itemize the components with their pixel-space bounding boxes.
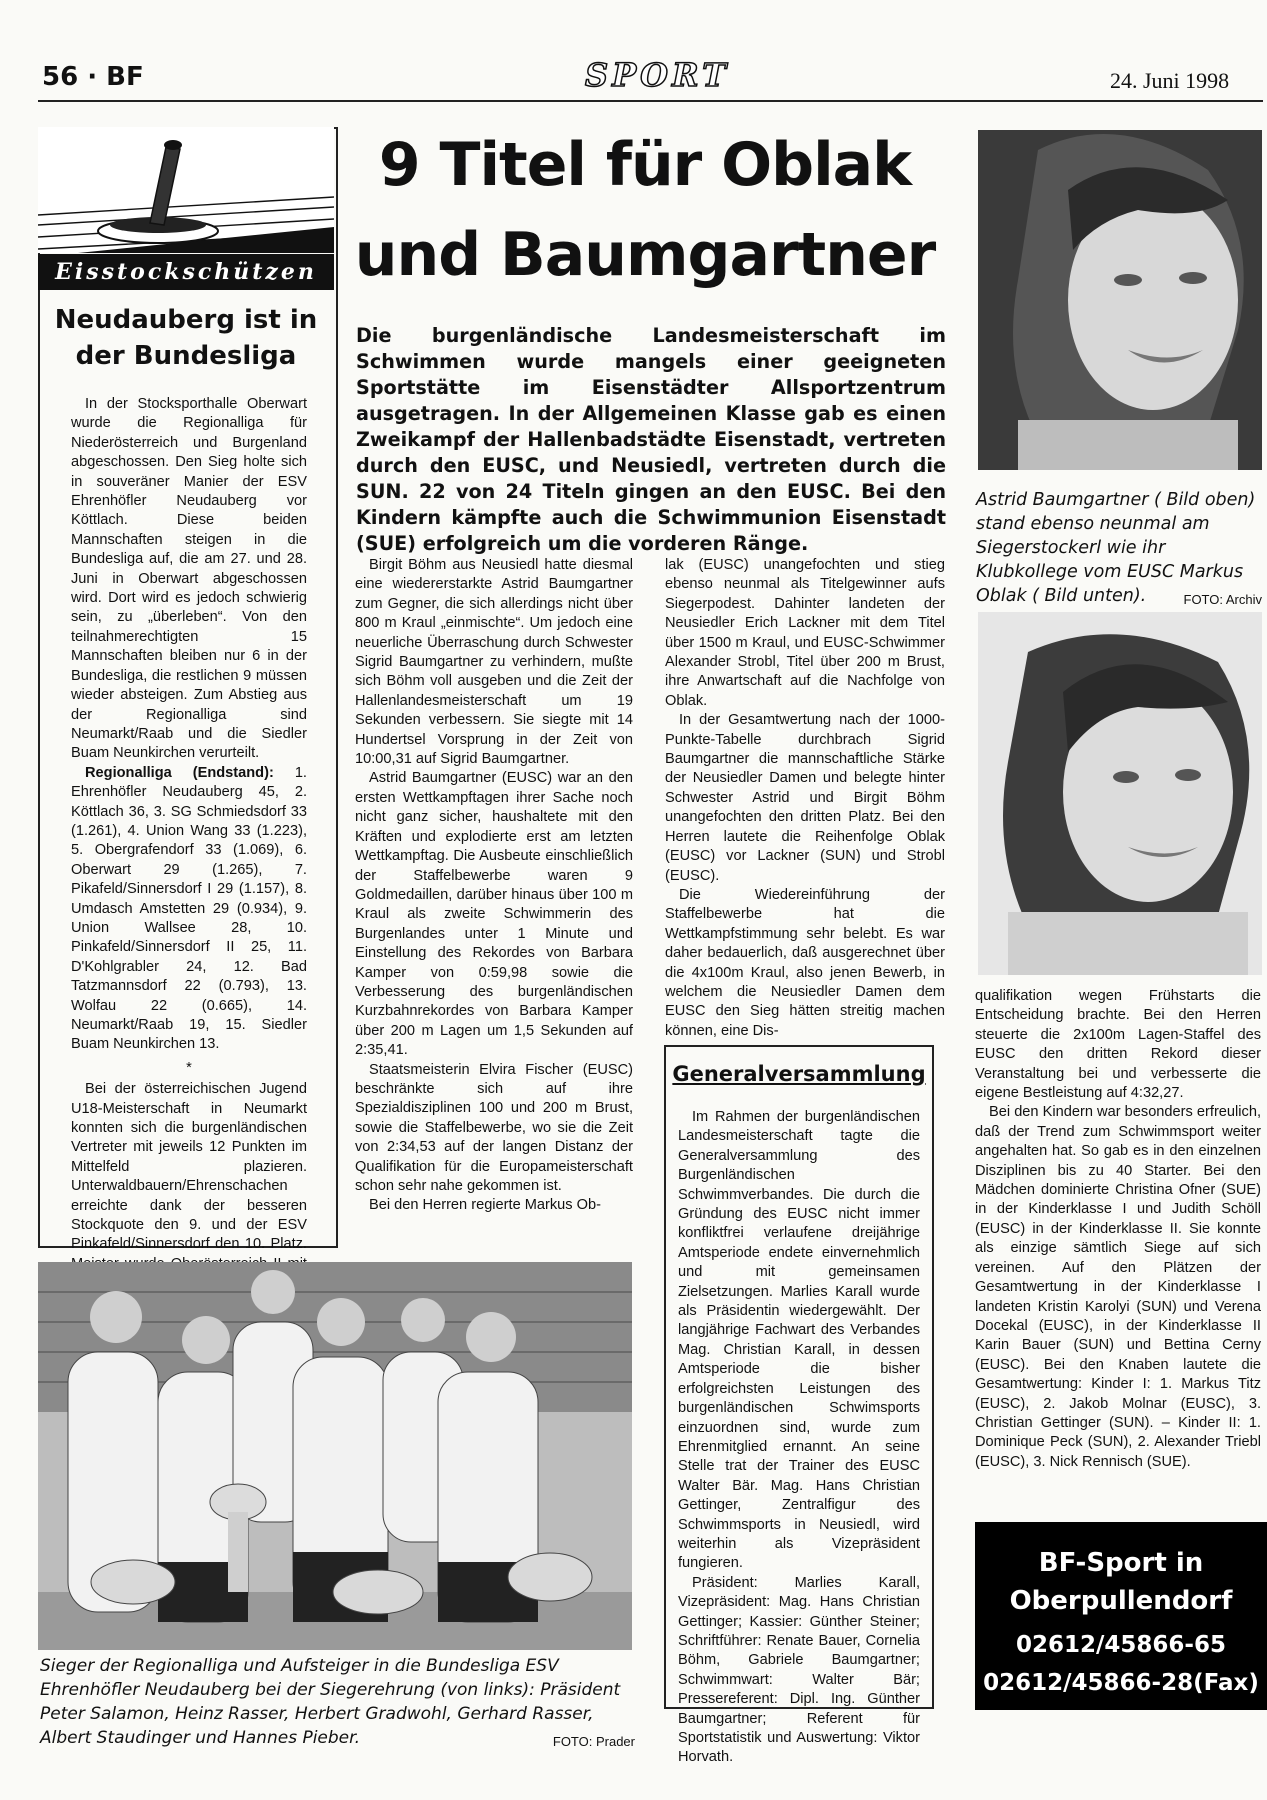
generalversammlung-title: Generalversammlung bbox=[672, 1062, 926, 1086]
ad-phone: 02612/45866-65 bbox=[1016, 1632, 1226, 1658]
article-column-1 bbox=[355, 556, 633, 1216]
eisstock-paragraph: In der Stocksporthalle Oberwart wurde die Regionalliga für Niederösterreich und Burgenland abgeschossen. Den Sieg holte sich in souveräner Manier der ESV Ehrenhöfler Neudauberg vor Köttlach. Diese beiden Mannschaften steigen in die Bundesliga auf, die am 27. und 28. Juni in Oberwart abgeschossen wird. Dort wird es jedoch schwierig sein, zu „überleben“. Von den teilnahmerechtigten 15 Mannschaften bleiben nur 6 in der Bundesliga, die restlichen 9 müssen wieder absteigen. Zum Abstieg aus der Regionalliga sind Neumarkt/Raab und die Siedler Buam Neunkirchen verurteilt. bbox=[71, 396, 307, 762]
gv-paragraph: Im Rahmen der burgenländischen Landesmeisterschaft tagte die Generalversammlung des Burgenländischen Schwimmverbandes. Die durch die Gründung des EUSC nicht immer konfliktfrei verlaufene dreijährige Amtsperiode endete einvernehmlich und mit gemeinsamen Zielsetzungen. Marlies Karall wurde als Präsidentin wiedergewählt. Der langjährige Fachwart des Verbandes Mag. Christian Karall, in dessen Amtsperiode die bisher erfolgreichsten Leistungen des burgenländischen Schwimsports einzuordnen sind, wurde zum Ehrenmitglied ernannt. An seine Stelle trat der Trainer des EUSC Walter Bär. Mag. Hans Christian Gettinger, Zentralfigur des Schwimmsports in Neusiedl, wird weiterhin als Vizepräsident fungieren. bbox=[678, 1109, 920, 1572]
article-paragraph: Die Wiedereinführung der Staffelbewerbe hat die Wettkampfstimmung sehr belebt. Es war daher bedauerlich, daß ausgerechnet über die 4x100m Kraul, also jenen Bewerb, in welchem die Neusiedler Damen dem EUSC den Sieg hätten streitig machen können, eine Dis- bbox=[665, 886, 945, 1039]
main-headline: 9 Titel für Oblak und Baumgartner bbox=[354, 130, 936, 290]
issue-date: 24. Juni 1998 bbox=[1110, 68, 1230, 93]
section-title: SPORT bbox=[585, 56, 730, 94]
team-photo-credit: FOTO: Prader bbox=[552, 1734, 635, 1749]
article-column-3 bbox=[975, 987, 1261, 1472]
article-column-2 bbox=[665, 556, 945, 1041]
article-lead: Die burgenländische Landesmeisterschaft im Schwimmen wurde mangels einer geeigneten Sportstätte im Eisenstädter Allsportzentrum ausgetragen. In der Allgemeinen Klasse gab es einen Zweikampf der Hallenbadstädte Eisenstadt, vertreten durch den EUSC, und Neusiedl, vertreten durch die SUN. 22 von 24 Titeln gingen an den EUSC. Bei den Kindern kämpfte auch die Schwimmunion Eisenstadt (SUE) erfolgreich um die vorderen Ränge. bbox=[356, 324, 946, 555]
youth-paragraph: Bei der österreichischen Jugend U18-Meisterschaft in Neumarkt konnten sich die burgenländischen Vertreter mit jeweils 12 Punkten im Mittelfeld plazieren. Unterwaldbauern/Ehrenschachen erreichte dank der besseren Stockquote den 9. und der ESV Pinkafeld/Sinnersdorf den 10. Platz. bbox=[71, 1081, 307, 1253]
standings-label: Regionalliga (Endstand): bbox=[85, 764, 274, 781]
article-paragraph: Birgit Böhm aus Neusiedl hatte diesmal eine wiedererstarkte Astrid Baumgartner zum Gegner, die sich allerdings nicht über 800 m Kraul „einmischte“. Um jedoch eine neuerliche Überraschung durch Schwester Sigrid Baumgartner zu verhindern, mußte sich Böhm voll ausgeben und die Zeit der Hallenlandesmeisterschaft um 19 Sekunden verbessern. Sie siegte mit 14 Hundertsel Vorsprung in der Zeit von 10:00,31 auf Sigrid Baumgartner. bbox=[355, 557, 633, 768]
eisstock-text bbox=[71, 395, 307, 1294]
portrait-photo-credit: FOTO: Archiv bbox=[1183, 592, 1262, 607]
separator-star: * bbox=[186, 1059, 192, 1076]
eisstock-headline: Neudauberg ist in der Bundesliga bbox=[54, 305, 318, 371]
article-paragraph: lak (EUSC) unangefochten und stieg ebenso neunmal als Titelgewinner aufs Siegerpodest. Dahinter landeten der Neusiedler Erich Lackner mit dem Titel über 1500 m Kraul, und EUSC-Schwimmer Alexander Strobl, Titel über 200 m Brust, ihre Anwartschaft auf die Nachfolge von Oblak. bbox=[665, 557, 945, 709]
generalversammlung-text bbox=[678, 1108, 920, 1768]
team-caption bbox=[40, 1654, 635, 1754]
article-paragraph: qualifikation wegen Frühstarts die Entscheidung brachte. Bei den Herren steuerte die 2x100m Lagen-Staffel des EUSC den dritten Rekord dieser Veranstaltung bei und verbesserte die eigene Bestleistung auf 4:32,27. bbox=[975, 988, 1261, 1102]
team-caption-text: Sieger der Regionalliga und Aufsteiger in die Bundesliga ESV Ehrenhöfler Neudauberg bei der Siegerehrung (von links): Präsident Peter Salamon, Heinz Rasser, Herbert Gradwohl, Gerhard Rasser, Albert Staudinger und Hannes Pieber. bbox=[40, 1656, 621, 1748]
article-paragraph: Staatsmeisterin Elvira Fischer (EUSC) beschränkte sich auf ihre Spezialdisziplinen 100 und 200 m Brust, sowie die Staffelbewerbe, wo sie die Zeit von 2:34,53 auf der langen Distanz der Qualifikation für die Europameisterschaft schon sehr nahe gekommen ist. bbox=[355, 1061, 633, 1194]
ad-fax: 02612/45866-28(Fax) bbox=[983, 1670, 1259, 1696]
eisstock-banner: Eisstockschützen bbox=[38, 254, 334, 290]
page-number-section: 56 · BF bbox=[42, 62, 144, 92]
eisstock-illustration bbox=[38, 127, 334, 253]
portrait-caption bbox=[976, 488, 1262, 612]
portrait-caption-text: Astrid Baumgartner ( Bild oben) stand ebenso neunmal am Siegerstockerl wie ihr Klubkollege vom EUSC Markus Oblak ( Bild unten). bbox=[976, 490, 1256, 606]
article-paragraph: In der Gesamtwertung nach der 1000-Punkte-Tabelle durchbrach Sigrid Baumgartner die mannschaftliche Stärke der Neusiedler Damen und belegte hinter Schwester Astrid und Birgit Böhm unangefochten den dritten Platz. Bei den Herren lautete die Reihenfolge Oblak (EUSC) vor Lackner (SUN) und Strobl (EUSC). bbox=[665, 712, 945, 884]
standings-text: 1. Ehrenhöfler Neudauberg 45, 2. Köttlach 36, 3. SG Schmiedsdorf 33 (1.261), 4. Union Wang 33 (1.223), 5. Obergrafendorf 33 (1.069), 6. Oberwart 29 (1.265), 7. Pikafeld/Sinnersdorf I 29 (1.157), 8. Umdasch Amstetten 29 (0.934), 9. Union Wallsee 28, 10. Pinkafeld/Sinnersdorf II 25, 11. D'Kohlgrabler 24, 12. Bad Tatzmannsdorf 22 (0.793), 13. Wolfau 22 (0.665), 14. Neumarkt/Raab 19, 15. Siedler Buam Neunkirchen 13. bbox=[71, 764, 307, 1053]
article-paragraph: Bei den Kindern war besonders erfreulich, daß der Trend zum Schwimmsport weiter angehalten hat. So gab es in den einzelnen Disziplinen bis zu 40 Starter. Bei den Mädchen dominierte Christina Ofner (SUE) in der Kinderklasse I und Judith Schöll (EUSC) in der Kinderklasse II. Sie konnte als einzige sämtlich Siege auf sich vereinen. Auf den Plätzen der Gesamtwertung in der Kinderklasse I landeten Kristin Karolyi (SUN) und Verena Docekal (EUSC), in der Kinderklasse II Karin Bauer (SUN) und Bettina Cerny (EUSC). Bei den Knaben lautete die Gesamtwertung: Kinder I: 1. Markus Titz (EUSC), 2. Jakob Molnar (EUSC), 3. Christian Gettinger (SUN). – Kinder II: 1. Dominique Peck (SUN), 2. Alexander Triebl (EUSC), 3. Nick Rennisch (SUE). bbox=[975, 1104, 1261, 1470]
gv-board-list: Präsident: Marlies Karall, Vizepräsident: Mag. Hans Christian Gettinger; Kassier: Günther Steiner; Schriftführer: Renate Bauer, Cornelia Böhm, Gabriele Baumgartner; Schwimmwart: Walter Bär; Pressereferent: Dipl. Ing. Günther Baumgartner; Referent für Sportstatistik und Auswertung: Viktor Horvath. bbox=[678, 1574, 920, 1766]
ad-title: BF-Sport in Oberpullendorf bbox=[1009, 1548, 1233, 1616]
bf-sport-ad bbox=[975, 1522, 1267, 1710]
portrait-photo-top bbox=[978, 130, 1262, 470]
article-paragraph: Astrid Baumgartner (EUSC) war an den ersten Wettkampftagen ihrer Sache noch nicht ganz sicher, haushaltete mit den Kräften und explodierte erst am letzten Wettkampftag. Die Ausbeute einschließlich der Staffelbewerbe waren 9 Goldmedaillen, darüber hinaus über 100 m Kraul als zweite Schwimmerin des Burgenlandes unter 1 Minute und Einstellung des Rekordes von Barbara Kamper von 0:59,98 sowie die Verbesserung des burgenländischen Kurzbahnrekordes von Barbara Kamper über 200 m Lagen um 1,5 Sekunden auf 2:35,41. bbox=[355, 770, 633, 1059]
team-photo bbox=[38, 1262, 632, 1650]
header-rule bbox=[38, 100, 1263, 102]
portrait-photo-bottom bbox=[978, 612, 1262, 975]
standings-paragraph bbox=[71, 764, 307, 1055]
article-paragraph: Bei den Herren regierte Markus Ob- bbox=[369, 1197, 601, 1214]
